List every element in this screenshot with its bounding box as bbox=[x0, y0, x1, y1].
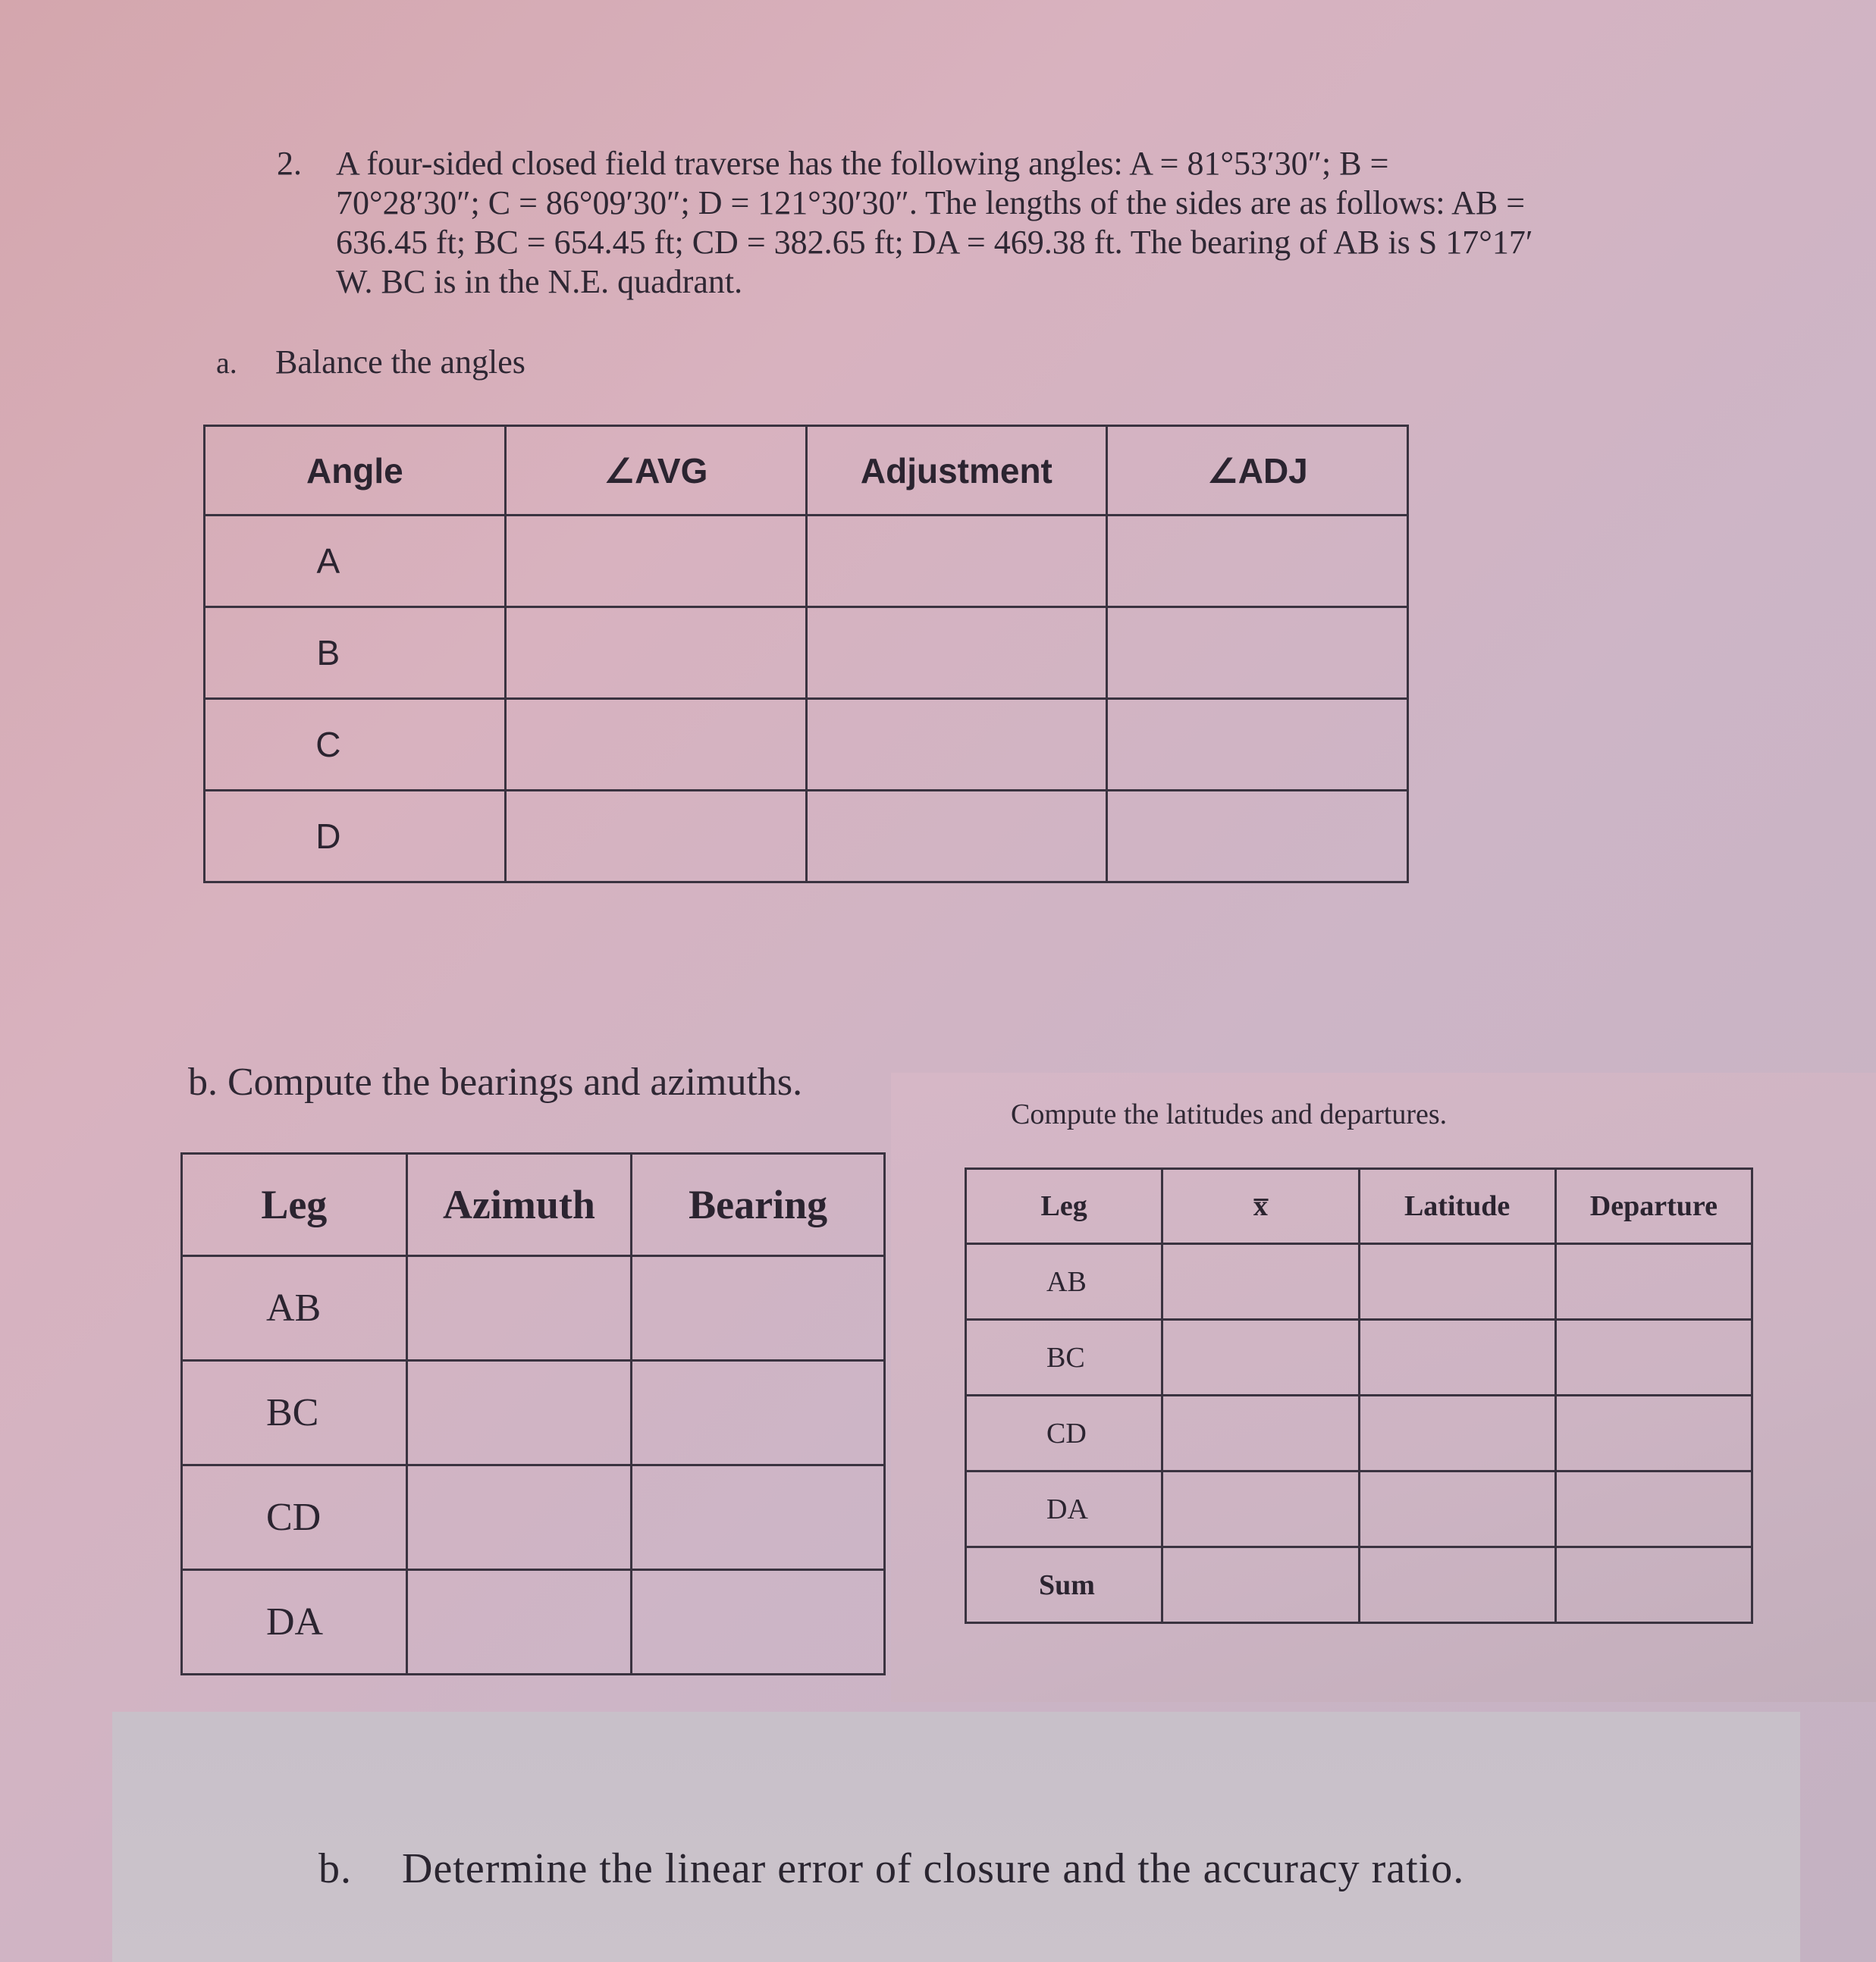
cell-x-bar-sum[interactable] bbox=[1162, 1547, 1359, 1623]
cell-avg-d[interactable] bbox=[505, 791, 806, 882]
table-row bbox=[182, 1256, 885, 1361]
cell-x-bar-bc[interactable] bbox=[1162, 1320, 1359, 1396]
cell-departure-bc[interactable] bbox=[1555, 1320, 1752, 1396]
problem-line-2: 70°28′30″; C = 86°09′30″; D = 121°30′30″. The lengths of the sides are as follows: AB = bbox=[336, 184, 1526, 221]
cell-azimuth-bc[interactable] bbox=[406, 1361, 632, 1465]
cell-x-bar-cd[interactable] bbox=[1162, 1396, 1359, 1472]
row-label-b: B bbox=[205, 607, 506, 699]
cell-avg-c[interactable] bbox=[505, 699, 806, 791]
column-header-leg: Leg bbox=[966, 1169, 1162, 1244]
part-d-heading bbox=[318, 1844, 1464, 1893]
cell-latitude-da[interactable] bbox=[1359, 1472, 1555, 1547]
cell-departure-cd[interactable] bbox=[1555, 1396, 1752, 1472]
table-header-row bbox=[182, 1154, 885, 1256]
column-header-azimuth: Azimuth bbox=[406, 1154, 632, 1256]
cell-adjustment-b[interactable] bbox=[806, 607, 1107, 699]
cell-adjustment-d[interactable] bbox=[806, 791, 1107, 882]
table-row bbox=[966, 1244, 1752, 1320]
cell-adj-c[interactable] bbox=[1107, 699, 1408, 791]
table-row bbox=[182, 1570, 885, 1675]
row-label-ab: AB bbox=[966, 1244, 1162, 1320]
cell-adj-d[interactable] bbox=[1107, 791, 1408, 882]
cell-latitude-ab[interactable] bbox=[1359, 1244, 1555, 1320]
row-label-bc: BC bbox=[182, 1361, 407, 1465]
table-header-row bbox=[966, 1169, 1752, 1244]
column-header-latitude: Latitude bbox=[1359, 1169, 1555, 1244]
cell-bearing-cd[interactable] bbox=[632, 1465, 885, 1570]
part-a-heading bbox=[216, 343, 525, 381]
cell-departure-sum[interactable] bbox=[1555, 1547, 1752, 1623]
cell-departure-ab[interactable] bbox=[1555, 1244, 1752, 1320]
row-label-sum: Sum bbox=[966, 1547, 1162, 1623]
latitudes-departures-table bbox=[965, 1167, 1753, 1624]
table-row bbox=[182, 1361, 885, 1465]
row-label-da: DA bbox=[966, 1472, 1162, 1547]
part-c-heading: Compute the latitudes and departures. bbox=[1011, 1099, 1448, 1130]
table-header-row bbox=[205, 426, 1408, 516]
cell-bearing-da[interactable] bbox=[632, 1570, 885, 1675]
row-label-d: D bbox=[205, 791, 506, 882]
cell-bearing-ab[interactable] bbox=[632, 1256, 885, 1361]
cell-avg-b[interactable] bbox=[505, 607, 806, 699]
column-header-leg: Leg bbox=[182, 1154, 407, 1256]
cell-latitude-sum[interactable] bbox=[1359, 1547, 1555, 1623]
problem-line-4: W. BC is in the N.E. quadrant. bbox=[336, 263, 743, 300]
part-d-title: Determine the linear error of closure and the accuracy ratio. bbox=[402, 1845, 1465, 1892]
table-row bbox=[182, 1465, 885, 1570]
cell-azimuth-cd[interactable] bbox=[406, 1465, 632, 1570]
cell-x-bar-da[interactable] bbox=[1162, 1472, 1359, 1547]
cell-adjustment-c[interactable] bbox=[806, 699, 1107, 791]
row-label-c: C bbox=[205, 699, 506, 791]
cell-adj-a[interactable] bbox=[1107, 516, 1408, 607]
column-header-departure: Departure bbox=[1555, 1169, 1752, 1244]
row-label-a: A bbox=[205, 516, 506, 607]
cell-azimuth-ab[interactable] bbox=[406, 1256, 632, 1361]
cell-x-bar-ab[interactable] bbox=[1162, 1244, 1359, 1320]
problem-line-1: A four-sided closed field traverse has the following angles: A = 81°53′30″; B = bbox=[336, 145, 1389, 182]
table-row bbox=[205, 607, 1408, 699]
cell-latitude-cd[interactable] bbox=[1359, 1396, 1555, 1472]
table-row bbox=[966, 1320, 1752, 1396]
table-row bbox=[205, 516, 1408, 607]
bearing-azimuth-table bbox=[180, 1152, 886, 1675]
row-label-ab: AB bbox=[182, 1256, 407, 1361]
table-row bbox=[205, 791, 1408, 882]
closure-panel bbox=[112, 1712, 1800, 1962]
cell-adj-b[interactable] bbox=[1107, 607, 1408, 699]
column-header-adjustment: Adjustment bbox=[806, 426, 1107, 516]
angle-balance-table bbox=[203, 425, 1409, 883]
column-header-x-bar: x̅ bbox=[1162, 1169, 1359, 1244]
row-label-da: DA bbox=[182, 1570, 407, 1675]
part-a-title: Balance the angles bbox=[275, 343, 525, 381]
table-row bbox=[205, 699, 1408, 791]
problem-number: 2. bbox=[277, 145, 302, 182]
cell-departure-da[interactable] bbox=[1555, 1472, 1752, 1547]
cell-adjustment-a[interactable] bbox=[806, 516, 1107, 607]
part-a-letter: a. bbox=[216, 346, 237, 380]
row-label-bc: BC bbox=[966, 1320, 1162, 1396]
cell-latitude-bc[interactable] bbox=[1359, 1320, 1555, 1396]
cell-azimuth-da[interactable] bbox=[406, 1570, 632, 1675]
column-header-bearing: Bearing bbox=[632, 1154, 885, 1256]
part-b-heading: b. Compute the bearings and azimuths. bbox=[188, 1061, 803, 1104]
column-header-avg: ∠AVG bbox=[505, 426, 806, 516]
part-d-letter: b. bbox=[318, 1845, 352, 1892]
column-header-adj: ∠ADJ bbox=[1107, 426, 1408, 516]
table-row bbox=[966, 1472, 1752, 1547]
problem-line-3: 636.45 ft; BC = 654.45 ft; CD = 382.65 ft; DA = 469.38 ft. The bearing of AB is S 17°17′ bbox=[336, 224, 1533, 261]
cell-bearing-bc[interactable] bbox=[632, 1361, 885, 1465]
problem-text bbox=[336, 144, 1708, 302]
column-header-angle: Angle bbox=[205, 426, 506, 516]
row-label-cd: CD bbox=[182, 1465, 407, 1570]
table-row bbox=[966, 1547, 1752, 1623]
table-row bbox=[966, 1396, 1752, 1472]
row-label-cd: CD bbox=[966, 1396, 1162, 1472]
cell-avg-a[interactable] bbox=[505, 516, 806, 607]
